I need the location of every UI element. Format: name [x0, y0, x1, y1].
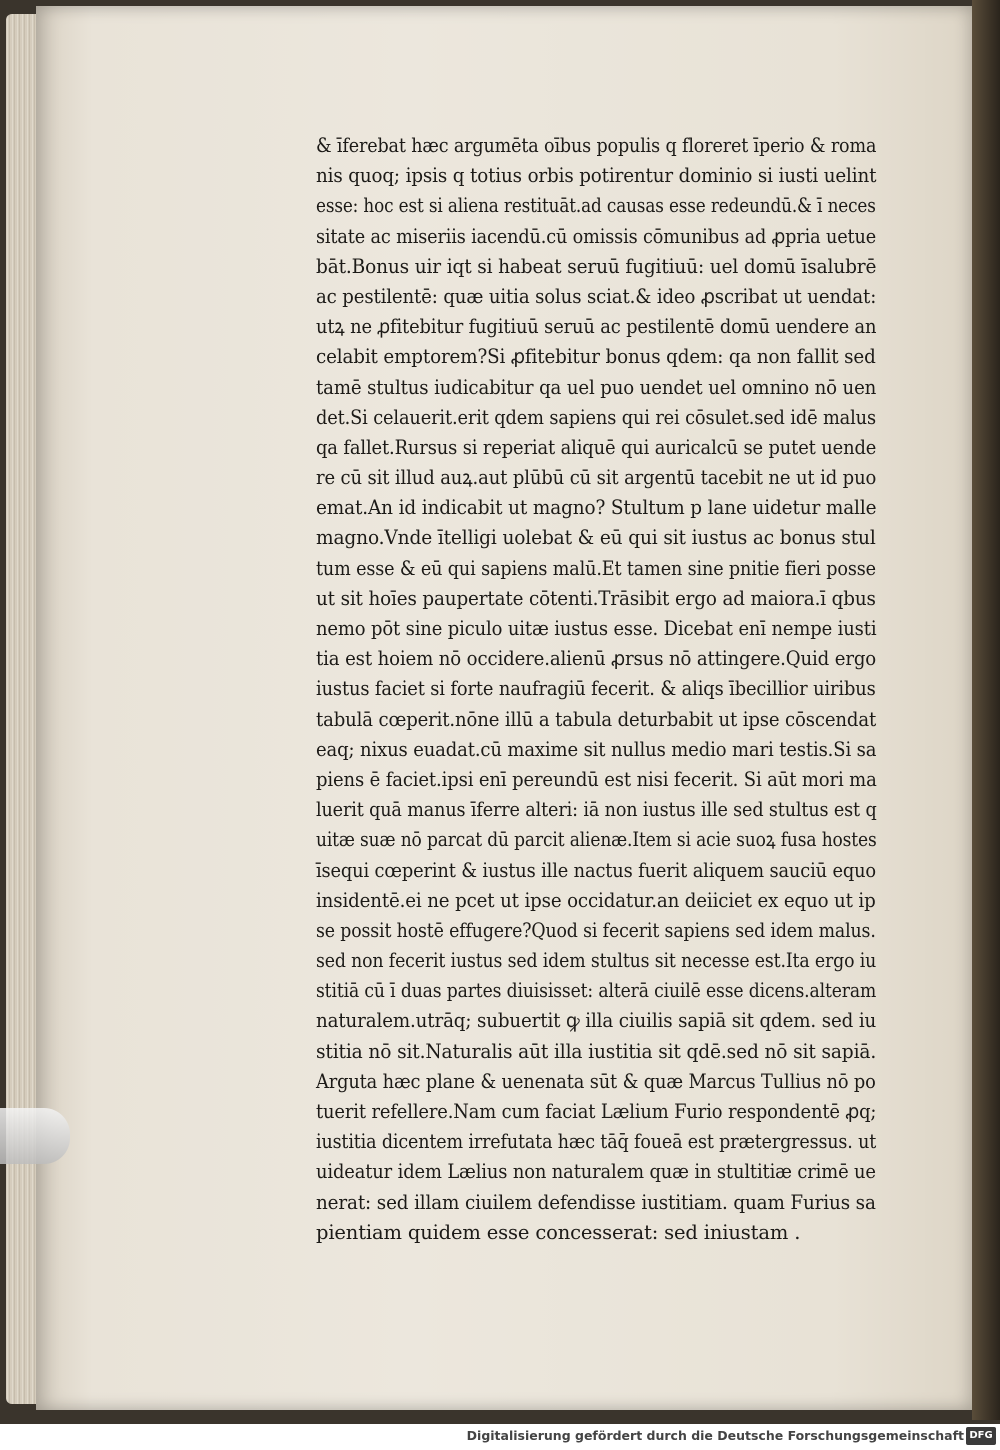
text-line: nis quoq; ipsis q totius orbis potirentur dominio si iusti uelint [316, 164, 877, 188]
text-line: tamē stultus iudicabitur qa uel puo uendet uel omnino nō uen [316, 375, 877, 399]
text-line: magno.Vnde ītelligi uolebat & eū qui sit iustus ac bonus stul [316, 526, 876, 550]
text-line: sed non fecerit iustus sed idem stultus sit necesse est.Ita ergo iu [316, 949, 877, 973]
text-line: tia est hoiem nō occidere.alienū ꝓrsus nō attingere.Quid ergo [316, 647, 877, 671]
text-line: se possit hostē effugere?Quod si fecerit sapiens sed idem malus. [316, 918, 876, 942]
text-line: stitia nō sit.Naturalis aūt illa iustitia sit qdē.sed nō sit sapiā. [316, 1039, 877, 1063]
text-line: ac pestilentē: quæ uitia solus sciat.& ideo ꝓscribat ut uendat: [316, 284, 877, 308]
footer-credit: Digitalisierung gefördert durch die Deutsche Forschungsgemeinschaft [466, 1428, 964, 1443]
dfg-logo-icon: DFG [966, 1427, 996, 1445]
binding-edge [972, 0, 1000, 1420]
text-line: celabit emptorem?Si ꝓfitebitur bonus qdem: qa non fallit sed [316, 345, 876, 369]
text-line: insidentē.ei ne pcet ut ipse occidatur.an deiiciet ex equo ut ip [316, 888, 876, 912]
text-block [316, 131, 876, 1248]
text-line: qa fallet.Rursus si reperiat aliquē qui auricalcū se putet uende [316, 435, 877, 459]
text-line: uideatur idem Lælius non naturalem quæ in stultitiæ crimē ue [316, 1160, 876, 1184]
text-line: ut sit hoīes paupertate cōtenti.Trāsibit ergo ad maiora.ī qbus [316, 586, 876, 610]
text-line: esse: hoc est si aliena restituāt.ad causas esse redeundū.& ī neces [316, 194, 876, 218]
text-line: det.Si celauerit.erit qdem sapiens qui rei cōsulet.sed idē malus [316, 405, 876, 429]
text-line: iustus faciet si forte naufragiū fecerit. & aliqs ībecillior uiribus [316, 677, 876, 701]
text-line: pientiam quidem esse concesserat: sed iniustam . [316, 1220, 801, 1244]
text-line: īsequi cœperint & iustus ille nactus fuerit aliquem sauciū equo [316, 858, 876, 882]
text-line: iustitia dicentem irrefutata hæc tāq̄ foueā est prætergressus. ut [316, 1130, 877, 1154]
text-line: & īferebat hæc argumēta oībus populis q floreret īperio & roma [316, 134, 877, 157]
text-line: tum esse & eū qui sapiens malū.Et tamen sine pnitie fieri posse [316, 556, 876, 580]
page-clip [0, 1108, 70, 1164]
footer-bar [0, 1424, 1000, 1450]
text-line: sitate ac miseriis iacendū.cū omissis cōmunibus ad ꝓpria uetue [316, 224, 877, 248]
text-line: naturalem.utrāq; subuertit ꝙ illa ciuilis sapiā sit qdem. sed iu [316, 1009, 877, 1033]
text-line: utꝝ ne ꝓfitebitur fugitiuū seruū ac pestilentē domū uendere an [316, 315, 877, 339]
text-line: luerit quā manus īferre alteri: iā non iustus ille sed stultus est q [316, 798, 877, 822]
text-line: nemo pōt sine piculo uitæ iustus esse. Dicebat enī nempe iusti [316, 617, 877, 640]
text-line: tuerit refellere.Nam cum faciat Lælium Furio respondentē ꝓq; [316, 1100, 877, 1123]
text-line: bāt.Bonus uir iqt si habeat seruū fugitiuū: uel domū īsalubrē [316, 254, 877, 278]
text-line: tabulā cœperit.nōne illū a tabula deturbabit ut ipse cōscendat [316, 707, 877, 731]
text-line: Arguta hæc plane & uenenata sūt & quæ Marcus Tullius nō po [316, 1069, 876, 1093]
text-line: eaq; nixus euadat.cū maxime sit nullus medio mari testis.Si sa [316, 737, 877, 761]
text-line: uitæ suæ nō parcat dū parcit alienæ.Item si acie suoꝝ fusa hostes [316, 828, 877, 852]
text-line: nerat: sed illam ciuilem defendisse iustitiam. quam Furius sa [316, 1190, 876, 1214]
text-line: emat.An id indicabit ut magno? Stultum p lane uidetur malle [316, 496, 877, 520]
text-line: stitiā cū ī duas partes diuisisset: alterā ciuilē esse dicens.alteram [316, 979, 877, 1003]
text-line: re cū sit illud auꝝ.aut plūbū cū sit argentū tacebit ne ut id puo [316, 466, 877, 490]
text-line: piens ē faciet.ipsi enī pereundū est nisi fecerit. Si aūt mori ma [316, 767, 877, 791]
